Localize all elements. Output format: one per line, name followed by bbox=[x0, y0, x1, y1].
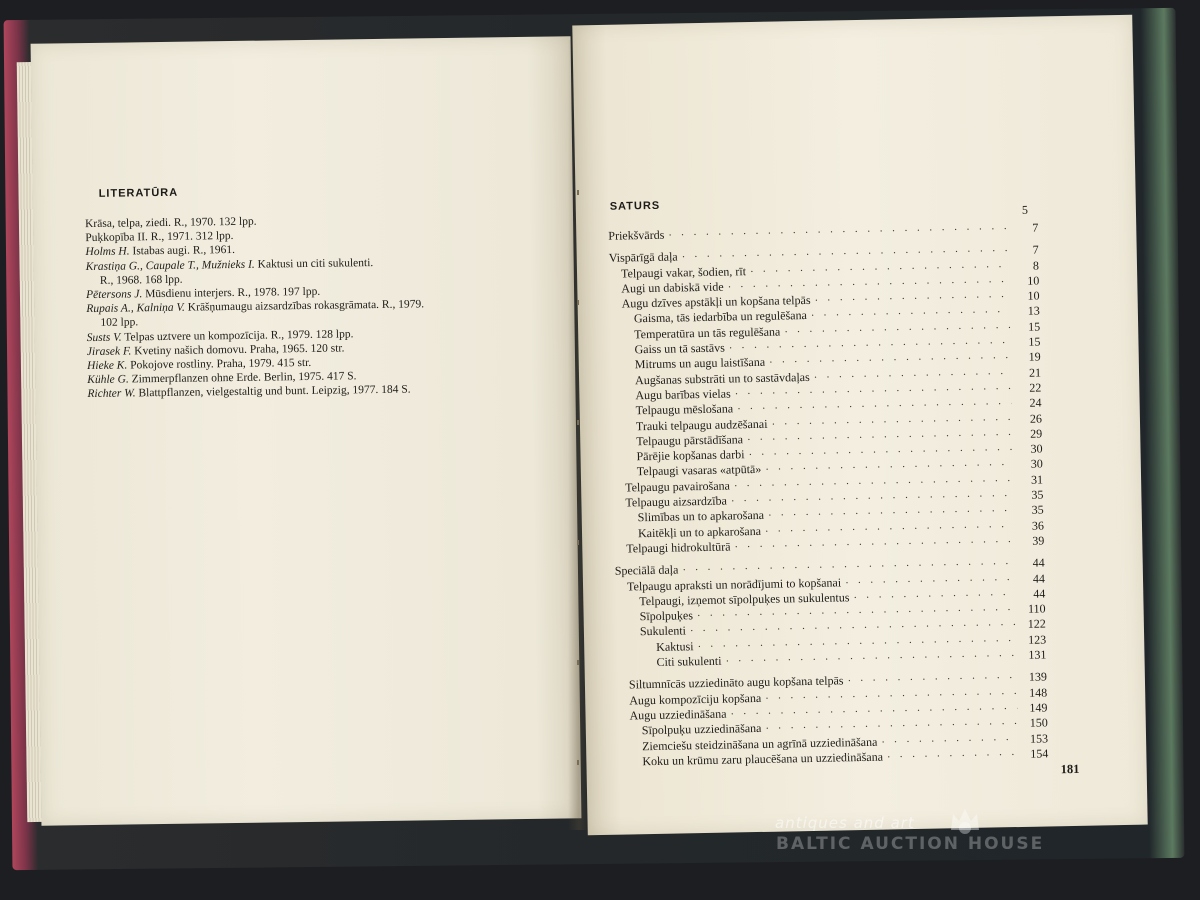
reference-text: Kvetiny našich domovu. Praha, 1965. 120 str. bbox=[131, 342, 345, 358]
toc-entry-page: 22 bbox=[1029, 380, 1042, 395]
reference-author: Hieke K. bbox=[86, 359, 128, 373]
toc-entry-title: Gaisma, tās iedarbība un regulēšana bbox=[633, 308, 807, 326]
binding-stitch bbox=[577, 540, 579, 545]
toc-entry-title: Kaktusi bbox=[656, 638, 694, 654]
toc-entry-title: Citi sukulenti bbox=[656, 653, 722, 669]
toc-entry-title: Speciālā daļa bbox=[614, 562, 679, 578]
reference-text: Krāsa, telpa, ziedi. R., 1970. 132 lpp. bbox=[85, 215, 257, 231]
contents-heading: SATURS bbox=[609, 199, 661, 213]
toc-entry-page: 10 bbox=[1027, 273, 1040, 288]
toc-entry-page: 26 bbox=[1029, 411, 1043, 426]
toc-entry-page: 44 bbox=[1032, 571, 1046, 586]
toc-entry-title: Pārējie kopšanas darbi bbox=[636, 447, 745, 464]
reference-text: Pokojove rostliny. Praha, 1979. 415 str. bbox=[127, 356, 312, 372]
toc-entry-title: Vispārīgā daļa bbox=[608, 249, 678, 266]
toc-entry-title: Temperatūra un tās regulēšana bbox=[634, 324, 781, 342]
reference-text: Blattpflanzen, vielgestaltig und bunt. Leipzig, 1977. 184 S. bbox=[135, 383, 411, 400]
toc-entry-title: Telpaugu aizsardzība bbox=[625, 493, 728, 510]
toc-entry-page: 29 bbox=[1030, 426, 1043, 441]
binding-stitch bbox=[577, 300, 579, 305]
toc-entry-title: Telpaugi vasaras «atpūtā» bbox=[636, 462, 762, 479]
toc-entry-title: Kaitēkļi un to apkarošana bbox=[637, 523, 762, 540]
watermark-tagline: antiques and art bbox=[775, 814, 915, 832]
reference-text: Krāšņumaugu aizsardzības rokasgrāmata. R., 1979. bbox=[184, 298, 425, 314]
toc-entry-title: Sīpolpuķes bbox=[639, 608, 694, 624]
toc-entry-page: 30 bbox=[1030, 441, 1043, 456]
toc-entry bbox=[608, 221, 1038, 245]
toc-leader-dots bbox=[734, 536, 1014, 553]
toc-entry-title: Telpaugi hidrokultūrā bbox=[626, 539, 731, 556]
toc-entry-page: 44 bbox=[1032, 555, 1045, 570]
toc-entry-title: Gaiss un tā sastāvs bbox=[634, 340, 725, 357]
toc-entry-page: 15 bbox=[1028, 319, 1041, 334]
reference-author: Kühle G. bbox=[87, 373, 129, 387]
toc-entry-page: 122 bbox=[1027, 616, 1046, 632]
toc-entry-page: 35 bbox=[1031, 487, 1044, 502]
toc-leader-dots bbox=[668, 223, 1008, 242]
reference-continuation: R., 1968. 168 lpp. bbox=[99, 273, 183, 287]
toc-entry-title: Telpaugu pavairošana bbox=[625, 478, 731, 495]
binding-stitch bbox=[577, 190, 579, 195]
toc-entry-page: 139 bbox=[1028, 669, 1048, 685]
toc-leader-dots bbox=[881, 734, 1018, 749]
toc-entry-page: 30 bbox=[1030, 456, 1043, 472]
toc-entry-page: 149 bbox=[1029, 700, 1048, 715]
toc-entry-title: Augšanas substrāti un to sastāvdaļas bbox=[634, 369, 810, 387]
toc-entry-page: 35 bbox=[1031, 502, 1044, 518]
toc-entry-title: Augu dzīves apstākļi un kopšana telpās bbox=[621, 293, 811, 311]
binding-stitch bbox=[577, 760, 579, 765]
toc-entry-title: Sukulenti bbox=[639, 623, 687, 639]
toc-entry-page: 150 bbox=[1029, 715, 1048, 730]
toc-entry-page: 44 bbox=[1033, 586, 1046, 601]
reference-author: Rupais A., Kalniņa V. bbox=[86, 301, 185, 316]
toc-entry-title: Priekšvārds bbox=[608, 227, 665, 243]
toc-entry-page: 13 bbox=[1027, 304, 1040, 319]
toc-entry-page: 110 bbox=[1027, 601, 1046, 616]
toc-entry-page: 7 bbox=[1032, 242, 1039, 257]
toc-entry-page: 24 bbox=[1029, 395, 1042, 411]
toc-entry-title: Trauki telpaugu audzēšanai bbox=[635, 416, 768, 433]
right-page bbox=[572, 15, 1147, 836]
toc-entry-title: Koku un krūmu zaru plaucēšana un uzziedināšana bbox=[642, 749, 884, 769]
toc-entry-title: Telpaugi, izņemot sīpolpuķes un sukulentus bbox=[639, 590, 850, 609]
reference-author: Susts V. bbox=[86, 331, 122, 344]
toc-entry-page: 39 bbox=[1032, 533, 1045, 548]
reference-text: Kaktusi un citi sukulenti. bbox=[254, 256, 374, 271]
crown-icon bbox=[948, 804, 982, 838]
toc-entry-page: 21 bbox=[1028, 365, 1042, 380]
binding-stitch bbox=[577, 660, 579, 665]
contents-heading-page: 5 bbox=[1021, 202, 1029, 217]
reference-author: Jirasek F. bbox=[86, 345, 132, 358]
toc-entry-page: 131 bbox=[1028, 647, 1047, 662]
reference-text: Istabas augi. R., 1961. bbox=[129, 244, 236, 258]
reference-author: Krastiņa G., Caupale T., Mužnieks I. bbox=[85, 258, 255, 273]
toc-entry-page: 123 bbox=[1028, 632, 1047, 647]
toc-entry-title: Telpaugi vakar, šodien, rīt bbox=[620, 263, 747, 281]
literature-heading: LITERATŪRA bbox=[98, 186, 179, 200]
reference-author: Holms H. bbox=[85, 245, 130, 259]
toc-entry-title: Augu kompozīciju kopšana bbox=[629, 690, 762, 708]
toc-entry-title: Ziemciešu steidzināšana un agrīnā uzziedināšana bbox=[641, 734, 878, 753]
toc-entry-title: Telpaugu pārstādīšana bbox=[636, 432, 744, 449]
reference-text: Zimmerpflanzen ohne Erde. Berlin, 1975. 417 S. bbox=[128, 370, 357, 386]
reference-list bbox=[85, 211, 508, 401]
toc-entry-page: 154 bbox=[1030, 746, 1049, 761]
toc-leader-dots bbox=[887, 749, 1019, 764]
watermark-brand: BALTIC AUCTION HOUSE bbox=[776, 834, 1045, 854]
toc-entry-page: 15 bbox=[1028, 334, 1041, 349]
toc-entry-page: 19 bbox=[1028, 349, 1041, 365]
toc-entry-title: Augu barības vielas bbox=[635, 386, 731, 403]
toc-entry-page: 7 bbox=[1032, 220, 1039, 235]
toc-entry-page: 148 bbox=[1029, 685, 1048, 700]
toc-entry-title: Augi un dabiskā vide bbox=[621, 279, 724, 296]
reference-continuation: 102 lpp. bbox=[100, 316, 139, 330]
reference-text: Mūsdienu interjers. R., 1978. 197 lpp. bbox=[142, 285, 321, 301]
toc-entry-title: Siltumnīcās uzziedināto augu kopšana telpās bbox=[628, 673, 844, 692]
toc-entry-title: Telpaugu apraksti un norādījumi to kopšanai bbox=[626, 574, 842, 594]
page-number: 181 bbox=[1060, 761, 1080, 777]
toc-entry-page: 153 bbox=[1029, 730, 1049, 746]
toc-entry-title: Mitrums un augu laistīšana bbox=[634, 355, 766, 372]
toc-entry-page: 8 bbox=[1032, 258, 1040, 273]
reference-text: Telpas uztvere un kompozīcija. R., 1979. 128 lpp. bbox=[121, 327, 354, 344]
reference-text: Puķkopība II. R., 1971. 312 lpp. bbox=[85, 230, 234, 245]
toc-entry-title: Augu uzziedināšana bbox=[629, 706, 727, 723]
table-of-contents bbox=[608, 221, 1048, 770]
toc-entry-page: 10 bbox=[1027, 288, 1040, 303]
toc-leader-dots bbox=[725, 650, 1016, 668]
left-page bbox=[31, 36, 582, 825]
toc-entry-page: 36 bbox=[1031, 518, 1045, 533]
toc-entry-title: Slimības un to apkarošana bbox=[637, 508, 765, 525]
toc-entry-title: Sīpolpuķu uzziedināšana bbox=[641, 721, 762, 738]
toc-entry-title: Telpaugu mēslošana bbox=[635, 401, 734, 418]
toc-entry-page: 31 bbox=[1030, 472, 1044, 487]
reference-author: Richter W. bbox=[87, 387, 136, 401]
reference-author: Pētersons J. bbox=[85, 288, 143, 302]
binding-stitch bbox=[577, 420, 579, 425]
